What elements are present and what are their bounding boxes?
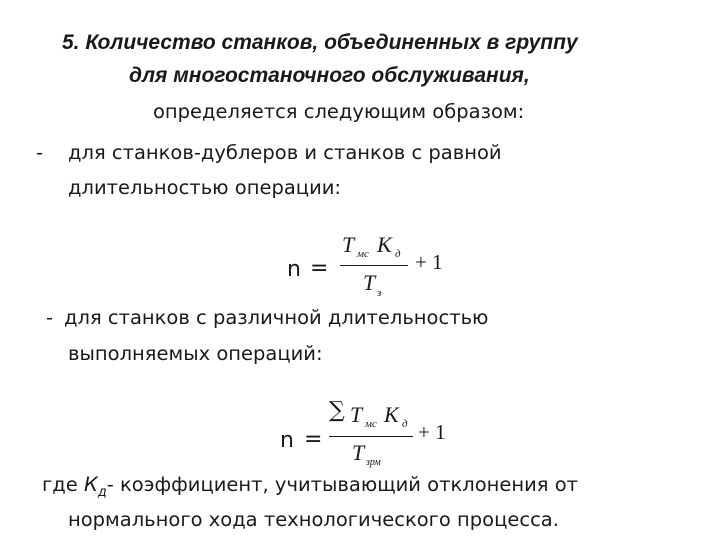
formula2-den-t: T (352, 440, 365, 465)
formula2-num-k-sub: д (402, 418, 408, 430)
footer-k-sub: д (97, 484, 107, 500)
case1-line-2: длительностью операции: (68, 176, 341, 199)
formula1-num-k-sub: д (395, 248, 401, 260)
case1-bullet: - (36, 141, 44, 164)
formula1-num-t: T (342, 232, 355, 257)
formula2-num-t: T (350, 402, 363, 427)
formula2-equals: = (304, 427, 323, 452)
formula1-den-t-sub: з (377, 287, 382, 299)
heading-line-3: определяется следующим образом: (153, 100, 525, 123)
formula1-den-t: T (363, 270, 376, 295)
formula2-lhs: n (280, 428, 294, 453)
case2-line-2: выполняемых операций: (68, 342, 323, 365)
footer-line-1 (42, 473, 578, 500)
formula1-lhs: n (287, 257, 301, 282)
footer-k-symbol: К (83, 473, 98, 496)
heading-line-1: 5. Количество станков, объединенных в группу (62, 31, 578, 54)
case2-line-1: для станков с различной длительностью (64, 306, 489, 329)
footer-rest: - коэффициент, учитывающий отклонения от (106, 473, 579, 496)
case2-bullet: - (46, 306, 54, 329)
footer-prefix: где (42, 473, 84, 496)
formula2-num-k: K (384, 402, 399, 427)
formula2-num-t-sub: мс (365, 418, 377, 430)
heading-line-2: для многостаночного обслуживания, (129, 64, 530, 87)
formula1-plus-one: + 1 (415, 250, 443, 274)
formula2-den-t-sub: зрм (366, 457, 381, 468)
formula1-num-t-sub: мс (357, 248, 369, 260)
formula1-equals: = (310, 256, 329, 281)
formula1-num-k: K (377, 232, 392, 257)
formula2-plus-one: + 1 (418, 420, 446, 444)
case1-line-1: для станков-дублеров и станков с равной (68, 141, 502, 164)
formula1-fraction-bar (340, 265, 408, 266)
formula2-fraction-bar (329, 436, 413, 437)
footer-line-2: нормального хода технологического процесса. (68, 508, 559, 531)
formula2-sum: ∑ (329, 398, 345, 423)
